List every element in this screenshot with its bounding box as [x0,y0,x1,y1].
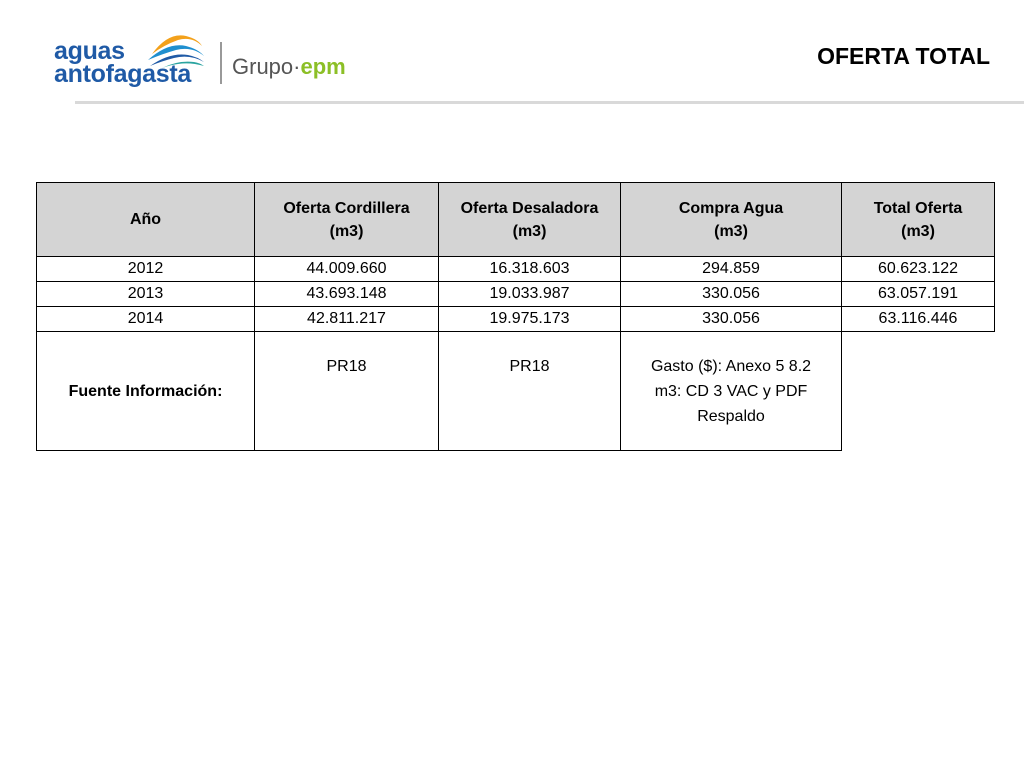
source-row [37,332,995,451]
column-header-label: Oferta Cordillera [283,199,410,217]
source-blank-cell [842,332,995,451]
table-row [37,307,995,332]
cell-total: 63.057.191 [842,282,995,307]
waves-icon [146,24,206,70]
cell-total: 63.116.446 [842,307,995,332]
logo-line2: antofagasta [54,60,192,88]
cell-compra: 294.859 [621,257,842,282]
cell-year: 2014 [37,307,255,332]
cell-desaladora: 19.975.173 [439,307,621,332]
column-header-compra [621,183,842,257]
source-compra [621,332,842,451]
cell-desaladora: 19.033.987 [439,282,621,307]
logo-group-text [232,54,346,80]
header-divider [75,101,1024,104]
source-label: Fuente Información: [37,332,255,451]
column-header-total [842,183,995,257]
cell-cordillera: 43.693.148 [255,282,439,307]
column-header-desaladora [439,183,621,257]
column-header-year [37,183,255,257]
cell-cordillera: 42.811.217 [255,307,439,332]
column-header-unit: (m3) [329,222,364,240]
logo-group-label: Grupo· [232,54,301,79]
source-desaladora: PR18 [439,332,621,451]
cell-year: 2013 [37,282,255,307]
column-header-label: Año [129,211,162,228]
source-cordillera: PR18 [255,332,439,451]
logo-epm: epm [300,54,346,79]
cell-total: 60.623.122 [842,257,995,282]
table-header-row [37,183,995,257]
source-compra-line3: Respaldo [697,408,765,425]
supply-table [36,182,995,451]
cell-year: 2012 [37,257,255,282]
cell-cordillera: 44.009.660 [255,257,439,282]
column-header-unit: (m3) [512,222,547,240]
cell-compra: 330.056 [621,307,842,332]
page-title: OFERTA TOTAL [817,43,990,69]
table-row [37,257,995,282]
table-row [37,282,995,307]
column-header-label: Oferta Desaladora [460,199,599,217]
logo-separator [220,42,222,84]
column-header-cordillera [255,183,439,257]
cell-desaladora: 16.318.603 [439,257,621,282]
company-logo [50,22,360,92]
column-header-unit: (m3) [901,222,935,240]
source-compra-line2: m3: CD 3 VAC y PDF [654,383,808,400]
cell-compra: 330.056 [621,282,842,307]
column-header-label: Compra Agua [678,199,784,217]
logo-line1: aguas [54,37,125,65]
column-header-unit: (m3) [714,222,748,240]
column-header-label: Total Oferta [873,199,963,217]
source-compra-line1: Gasto ($): Anexo 5 8.2 [650,358,812,375]
